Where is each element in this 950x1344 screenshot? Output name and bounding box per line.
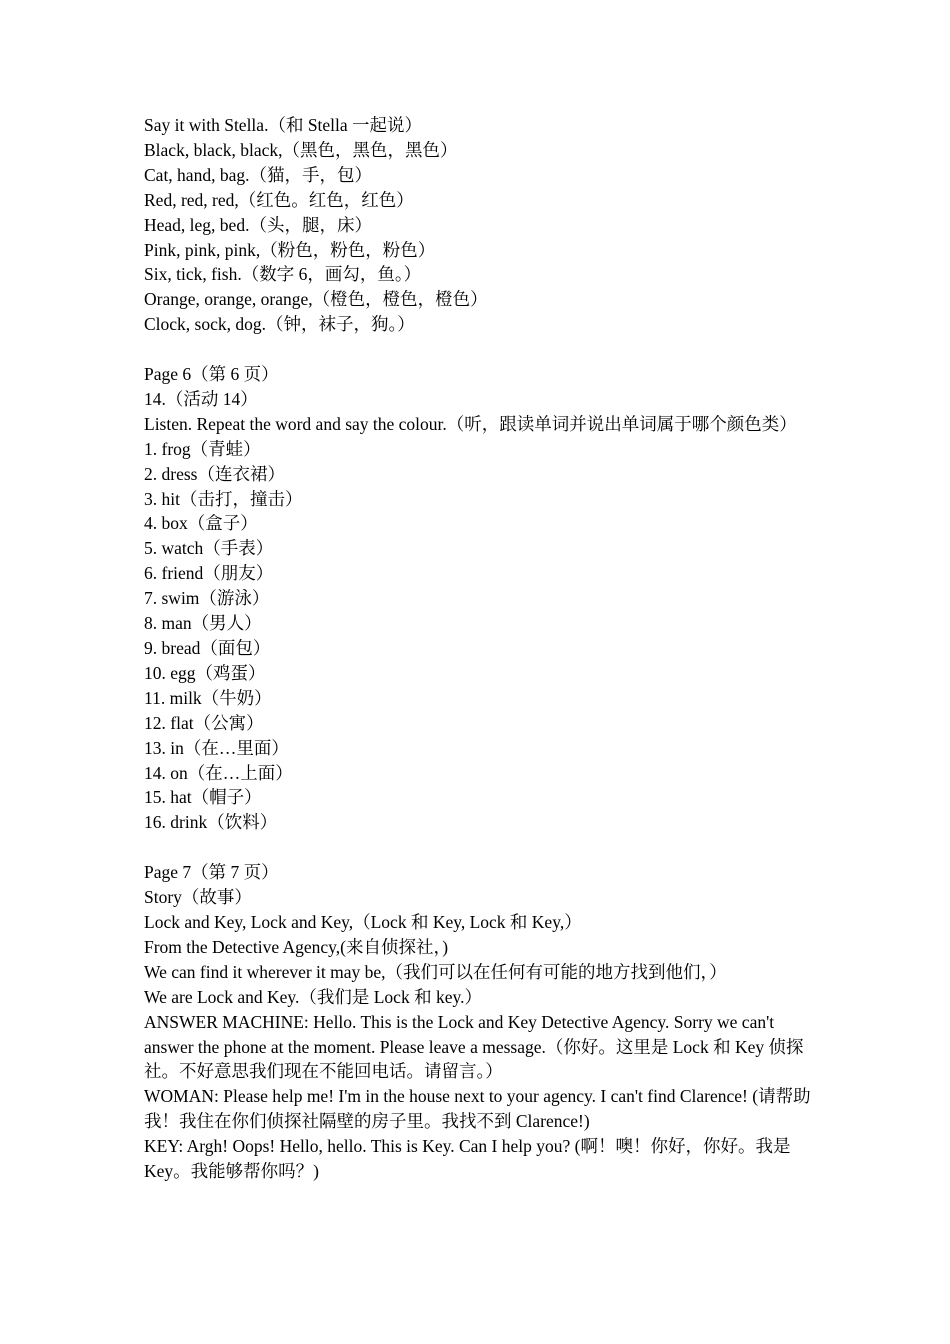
chant-line: Cat, hand, bag.（猫，手，包） <box>144 164 372 185</box>
word-list-item: 1. frog（青蛙） <box>144 438 261 459</box>
chant-line: Six, tick, fish.（数字 6，画勾，鱼。） <box>144 264 422 285</box>
chant-line: Head, leg, bed.（头，腿，床） <box>144 214 372 235</box>
chant-line: Black, black, black,（黑色，黑色，黑色） <box>144 139 458 160</box>
word-list-item: 10. egg（鸡蛋） <box>144 662 266 683</box>
chant-line: Pink, pink, pink,（粉色，粉色，粉色） <box>144 239 436 260</box>
page-heading: Page 6（第 6 页） <box>144 364 279 385</box>
chant-line: Clock, sock, dog.（钟，袜子，狗。） <box>144 314 415 335</box>
word-list-item: 8. man（男人） <box>144 613 262 634</box>
story-line: From the Detective Agency,(来自侦探社，) <box>144 936 449 957</box>
story-dialogue: WOMAN: Please help me! I'm in the house next to your agency. I can't find Clarence! (请帮助我！我住在你们侦探社隔壁的房子里。我找不到 Clarence!) <box>144 1086 811 1132</box>
word-list-item: 4. box（盒子） <box>144 513 258 534</box>
paragraph-spacer <box>144 337 812 362</box>
page7-section <box>144 860 812 1184</box>
story-line: Lock and Key, Lock and Key,（Lock 和 Key, Lock 和 Key,） <box>144 911 582 932</box>
story-line: We are Lock and Key.（我们是 Lock 和 key.） <box>144 986 482 1007</box>
word-list-item: 2. dress（连衣裙） <box>144 463 285 484</box>
activity-instruction: Listen. Repeat the word and say the colour.（听，跟读单词并说出单词属于哪个颜色类） <box>144 413 797 434</box>
word-list-item: 12. flat（公寓） <box>144 712 264 733</box>
chant-title: Say it with Stella.（和 Stella 一起说） <box>144 115 423 135</box>
page6-section <box>144 362 812 835</box>
story-line: We can find it wherever it may be,（我们可以在任何有可能的地方找到他们，） <box>144 961 727 982</box>
word-list-item: 3. hit（击打，撞击） <box>144 488 303 509</box>
word-list-item: 15. hat（帽子） <box>144 787 262 808</box>
word-list-item: 9. bread（面包） <box>144 638 271 659</box>
word-list-item: 14. on（在…上面） <box>144 762 293 783</box>
document-page <box>144 113 812 1184</box>
word-list-item: 5. watch（手表） <box>144 538 274 559</box>
story-dialogue: ANSWER MACHINE: Hello. This is the Lock and Key Detective Agency. Sorry we can't answer the phone at the moment. Please leave a message.（你好。这里是 Lock 和 Key 侦探社。不好意思我们现在不能回电话。请留言。） <box>144 1011 804 1082</box>
activity-heading: 14.（活动 14） <box>144 388 258 409</box>
story-heading: Story（故事） <box>144 887 252 908</box>
chant-section <box>144 113 812 337</box>
chant-line: Red, red, red,（红色。红色，红色） <box>144 189 414 210</box>
word-list-item: 16. drink（饮料） <box>144 812 278 833</box>
word-list-item: 13. in（在…里面） <box>144 737 289 758</box>
word-list-item: 7. swim（游泳） <box>144 588 270 609</box>
story-dialogue: KEY: Argh! Oops! Hello, hello. This is Key. Can I help you? (啊！噢！你好，你好。我是 Key。我能够帮你吗？) <box>144 1136 791 1182</box>
paragraph-spacer <box>144 835 812 860</box>
page-heading: Page 7（第 7 页） <box>144 862 279 883</box>
chant-line: Orange, orange, orange,（橙色，橙色，橙色） <box>144 289 488 310</box>
word-list-item: 11. milk（牛奶） <box>144 687 272 708</box>
word-list-item: 6. friend（朋友） <box>144 563 274 584</box>
